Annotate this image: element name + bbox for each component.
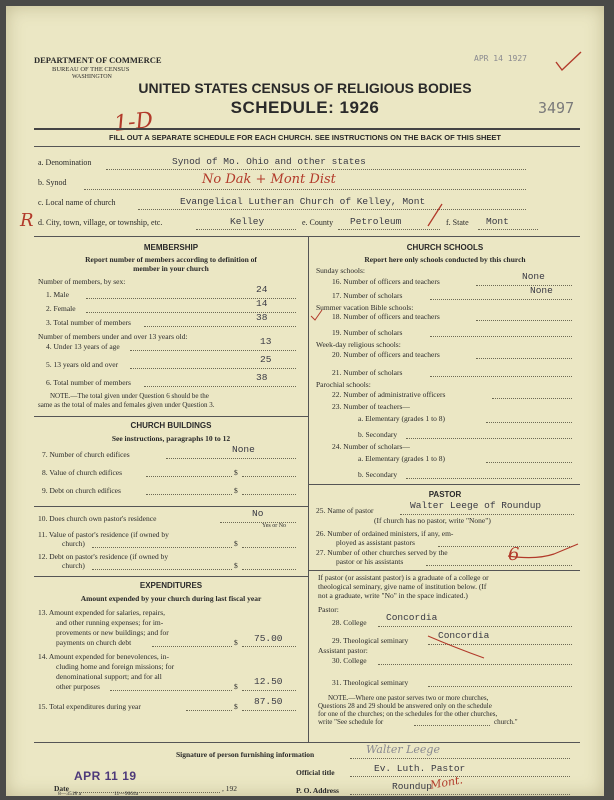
po-address-field[interactable]: Roundup — [392, 781, 432, 792]
summer-label: Summer vacation Bible schools: — [316, 303, 414, 312]
q24b-label: b. Secondary — [358, 470, 398, 479]
pastor-note-4: write "See schedule for — [318, 718, 384, 726]
q27-label-b: pastor or his assistants — [336, 557, 404, 566]
q12-dollar: $ — [234, 561, 238, 570]
q8-label: 8. Value of church edifices — [42, 468, 123, 477]
q6-label: 6. Total number of members — [46, 378, 131, 387]
q17-label: 17. Number of scholars — [332, 291, 403, 300]
q3-label: 3. Total number of members — [46, 318, 131, 327]
check-mark-icon — [310, 308, 324, 322]
q15-label: 15. Total expenditures during year — [38, 702, 141, 711]
county-field[interactable]: Petroleum — [350, 216, 402, 227]
city-field[interactable]: Kelley — [230, 216, 265, 227]
signature-field[interactable]: Walter Leege — [366, 743, 440, 756]
official-title-label: Official title — [296, 768, 335, 777]
q7-field[interactable]: None — [232, 444, 255, 455]
weekday-label: Week-day religious schools: — [316, 340, 401, 349]
age-heading: Number of members under and over 13 years old: — [38, 332, 188, 341]
pastor-note-5: church." — [494, 718, 518, 726]
red-underline-icon — [506, 542, 580, 562]
q3-field[interactable]: 38 — [256, 312, 268, 323]
red-handwritten-mark: 1-D — [112, 108, 155, 137]
po-address-label: P. O. Address — [296, 786, 339, 795]
q25-sub: (If church has no pastor, write "None") — [374, 516, 491, 525]
q2-field[interactable]: 14 — [256, 298, 268, 309]
parochial-label: Parochial schools: — [316, 380, 371, 389]
schools-sub: Report here only schools conducted by this church — [364, 255, 526, 264]
q14-field[interactable]: 12.50 — [254, 676, 283, 687]
denomination-field[interactable]: Synod of Mo. Ohio and other states — [172, 156, 366, 167]
q5-label: 5. 13 years old and over — [46, 360, 119, 369]
church-name-field[interactable]: Evangelical Lutheran Church of Kelley, Mont — [180, 196, 426, 207]
sunday-label: Sunday schools: — [316, 266, 365, 275]
q23b-label: b. Secondary — [358, 430, 398, 439]
grad-note-3: not a graduate, write "No" in the space indicated.) — [318, 591, 468, 600]
synod-label: b. Synod — [38, 178, 67, 187]
synod-field[interactable]: No Dak + Mont Dist — [202, 172, 336, 187]
pastor-note-2: Questions 28 and 29 should be answered only on the schedule — [318, 702, 492, 710]
q5-field[interactable]: 25 — [260, 354, 272, 365]
q24-label: 24. Number of scholars— — [332, 442, 410, 451]
q25-label: 25. Name of pastor — [316, 506, 374, 515]
date-label: Date — [54, 784, 69, 793]
q13-label-c: provements or new buildings; and for — [56, 628, 169, 637]
q29-label: 29. Theological seminary — [332, 636, 409, 645]
schedule-title: SCHEDULE: 1926 — [230, 98, 380, 117]
q22-label: 22. Number of administrative officers — [332, 390, 446, 399]
membership-sub2: member in your church — [133, 264, 209, 273]
q1-label: 1. Male — [46, 290, 69, 299]
state-field[interactable]: Mont — [486, 216, 509, 227]
q25-field[interactable]: Walter Leege of Roundup — [410, 500, 542, 511]
q2-label: 2. Female — [46, 304, 76, 313]
q15-field[interactable]: 87.50 — [254, 696, 283, 707]
schools-heading: CHURCH SCHOOLS — [406, 243, 484, 252]
signature-label: Signature of person furnishing information — [176, 750, 315, 759]
q9-label: 9. Debt on church edifices — [42, 486, 121, 495]
by-sex-label: Number of members, by sex: — [38, 277, 126, 286]
q14-label-c: denominational support; and for all — [56, 672, 162, 681]
q10-sub: Yes or No — [262, 523, 287, 529]
q9-dollar: $ — [234, 486, 238, 495]
q14-label-a: 14. Amount expended for benevolences, in- — [38, 652, 170, 661]
q20-label: 20. Number of officers and teachers — [332, 350, 440, 359]
q27-label-a: 27. Number of other churches served by the — [316, 548, 448, 557]
q15-dollar: $ — [234, 702, 238, 711]
buildings-heading: CHURCH BUILDINGS — [130, 421, 212, 430]
q4-field[interactable]: 13 — [260, 336, 272, 347]
expenditures-sub: Amount expended by your church during last fiscal year — [80, 594, 262, 603]
q28-label: 28. College — [332, 618, 367, 627]
state-label: f. State — [446, 218, 469, 227]
q23a-label: a. Elementary (grades 1 to 8) — [358, 414, 446, 423]
form-number: 8—3518 a — [58, 791, 82, 796]
red-stroke-icon — [426, 634, 486, 660]
date-stamp: APR 11 19 — [74, 769, 137, 783]
q14-label-b: cluding home and foreign missions; for — [56, 662, 175, 671]
q13-field[interactable]: 75.00 — [254, 633, 283, 644]
q11-label: 11. Value of pastor's residence (if owned by — [38, 530, 169, 539]
q17-field[interactable]: None — [530, 285, 553, 296]
red-slash-icon — [424, 202, 446, 228]
pastor-sub-label: Pastor: — [318, 605, 339, 614]
q6-field[interactable]: 38 — [256, 372, 268, 383]
q29-field[interactable]: Concordia — [438, 630, 490, 641]
city-label-field: d. City, town, village, or township, etc. — [38, 218, 163, 227]
q26-label-a: 26. Number of ordained ministers, if any, em- — [316, 529, 454, 538]
dept-label: DEPARTMENT OF COMMERCE — [34, 55, 162, 65]
church-name-label: c. Local name of church — [38, 198, 116, 207]
q13-label-a: 13. Amount expended for salaries, repairs, — [38, 608, 166, 617]
date-year: , 192 — [222, 784, 237, 793]
city-label: WASHINGTON — [72, 74, 112, 80]
q10-label: 10. Does church own pastor's residence — [38, 514, 157, 523]
q31-label: 31. Theological seminary — [332, 678, 409, 687]
q16-label: 16. Number of officers and teachers — [332, 277, 440, 286]
pastor-note-3: for one of the churches; on the schedules for the other churches, — [318, 710, 498, 718]
official-title-field[interactable]: Ev. Luth. Pastor — [374, 763, 466, 774]
q26-label-b: ployed as assistant pastors — [336, 538, 415, 547]
expenditures-heading: EXPENDITURES — [139, 581, 203, 590]
q14-label-d: other purposes — [56, 682, 100, 691]
q10-field[interactable]: No — [252, 508, 264, 519]
check-mark-icon — [554, 50, 584, 72]
q19-label: 19. Number of scholars — [332, 328, 403, 337]
grad-note-2: theological seminary, give name of institution below. (If — [318, 582, 487, 591]
q7-label: 7. Number of church edifices — [42, 450, 130, 459]
print-number: 11—9664a — [114, 791, 139, 796]
q11-label-b: church) — [62, 539, 85, 548]
q13-dollar: $ — [234, 638, 238, 647]
asst-pastor-label: Assistant pastor: — [318, 646, 368, 655]
denomination-label: a. Denomination — [38, 158, 92, 167]
q1-field[interactable]: 24 — [256, 284, 268, 295]
form-title: UNITED STATES CENSUS OF RELIGIOUS BODIES — [138, 80, 472, 96]
q30-label: 30. College — [332, 656, 367, 665]
q13-label-d: payments on church debt — [56, 638, 132, 647]
received-stamp: APR 14 1927 — [474, 54, 527, 63]
serial-number: 3497 — [538, 99, 575, 117]
bureau-label: BUREAU OF THE CENSUS — [52, 66, 130, 73]
census-form — [6, 6, 604, 796]
q16-field[interactable]: None — [522, 271, 545, 282]
q14-dollar: $ — [234, 682, 238, 691]
county-label: e. County — [302, 218, 334, 227]
grad-note-1: If pastor (or assistant pastor) is a graduate of a college or — [318, 573, 489, 582]
pastor-heading: PASTOR — [428, 490, 462, 499]
q13-label-b: and other running expenses; for im- — [56, 618, 164, 627]
membership-note1: NOTE.—The total given under Question 6 should be the — [50, 392, 209, 400]
membership-sub1: Report number of members according to definition of — [85, 255, 257, 264]
membership-heading: MEMBERSHIP — [143, 243, 199, 252]
q18-label: 18. Number of officers and teachers — [332, 312, 440, 321]
red-r-mark: R — [20, 210, 34, 231]
q8-dollar: $ — [234, 468, 238, 477]
q28-field[interactable]: Concordia — [386, 612, 438, 623]
q24a-label: a. Elementary (grades 1 to 8) — [358, 454, 446, 463]
q12-label-b: church) — [62, 561, 85, 570]
membership-note2: same as the total of males and females given under Question 3. — [38, 401, 215, 409]
q23-label: 23. Number of teachers— — [332, 402, 410, 411]
instructions-line: FILL OUT A SEPARATE SCHEDULE FOR EACH CHURCH. SEE INSTRUCTIONS ON THE BACK OF THIS SHEET — [109, 133, 501, 142]
q27-field[interactable]: 6 — [508, 544, 520, 565]
address-handwritten: Mont. — [429, 773, 464, 792]
q4-label: 4. Under 13 years of age — [46, 342, 120, 351]
q12-label: 12. Debt on pastor's residence (if owned by — [38, 552, 169, 561]
q21-label: 21. Number of scholars — [332, 368, 403, 377]
pastor-note-1: NOTE.—Where one pastor serves two or more churches, — [328, 694, 489, 702]
buildings-sub: See instructions, paragraphs 10 to 12 — [111, 434, 231, 443]
q11-dollar: $ — [234, 539, 238, 548]
